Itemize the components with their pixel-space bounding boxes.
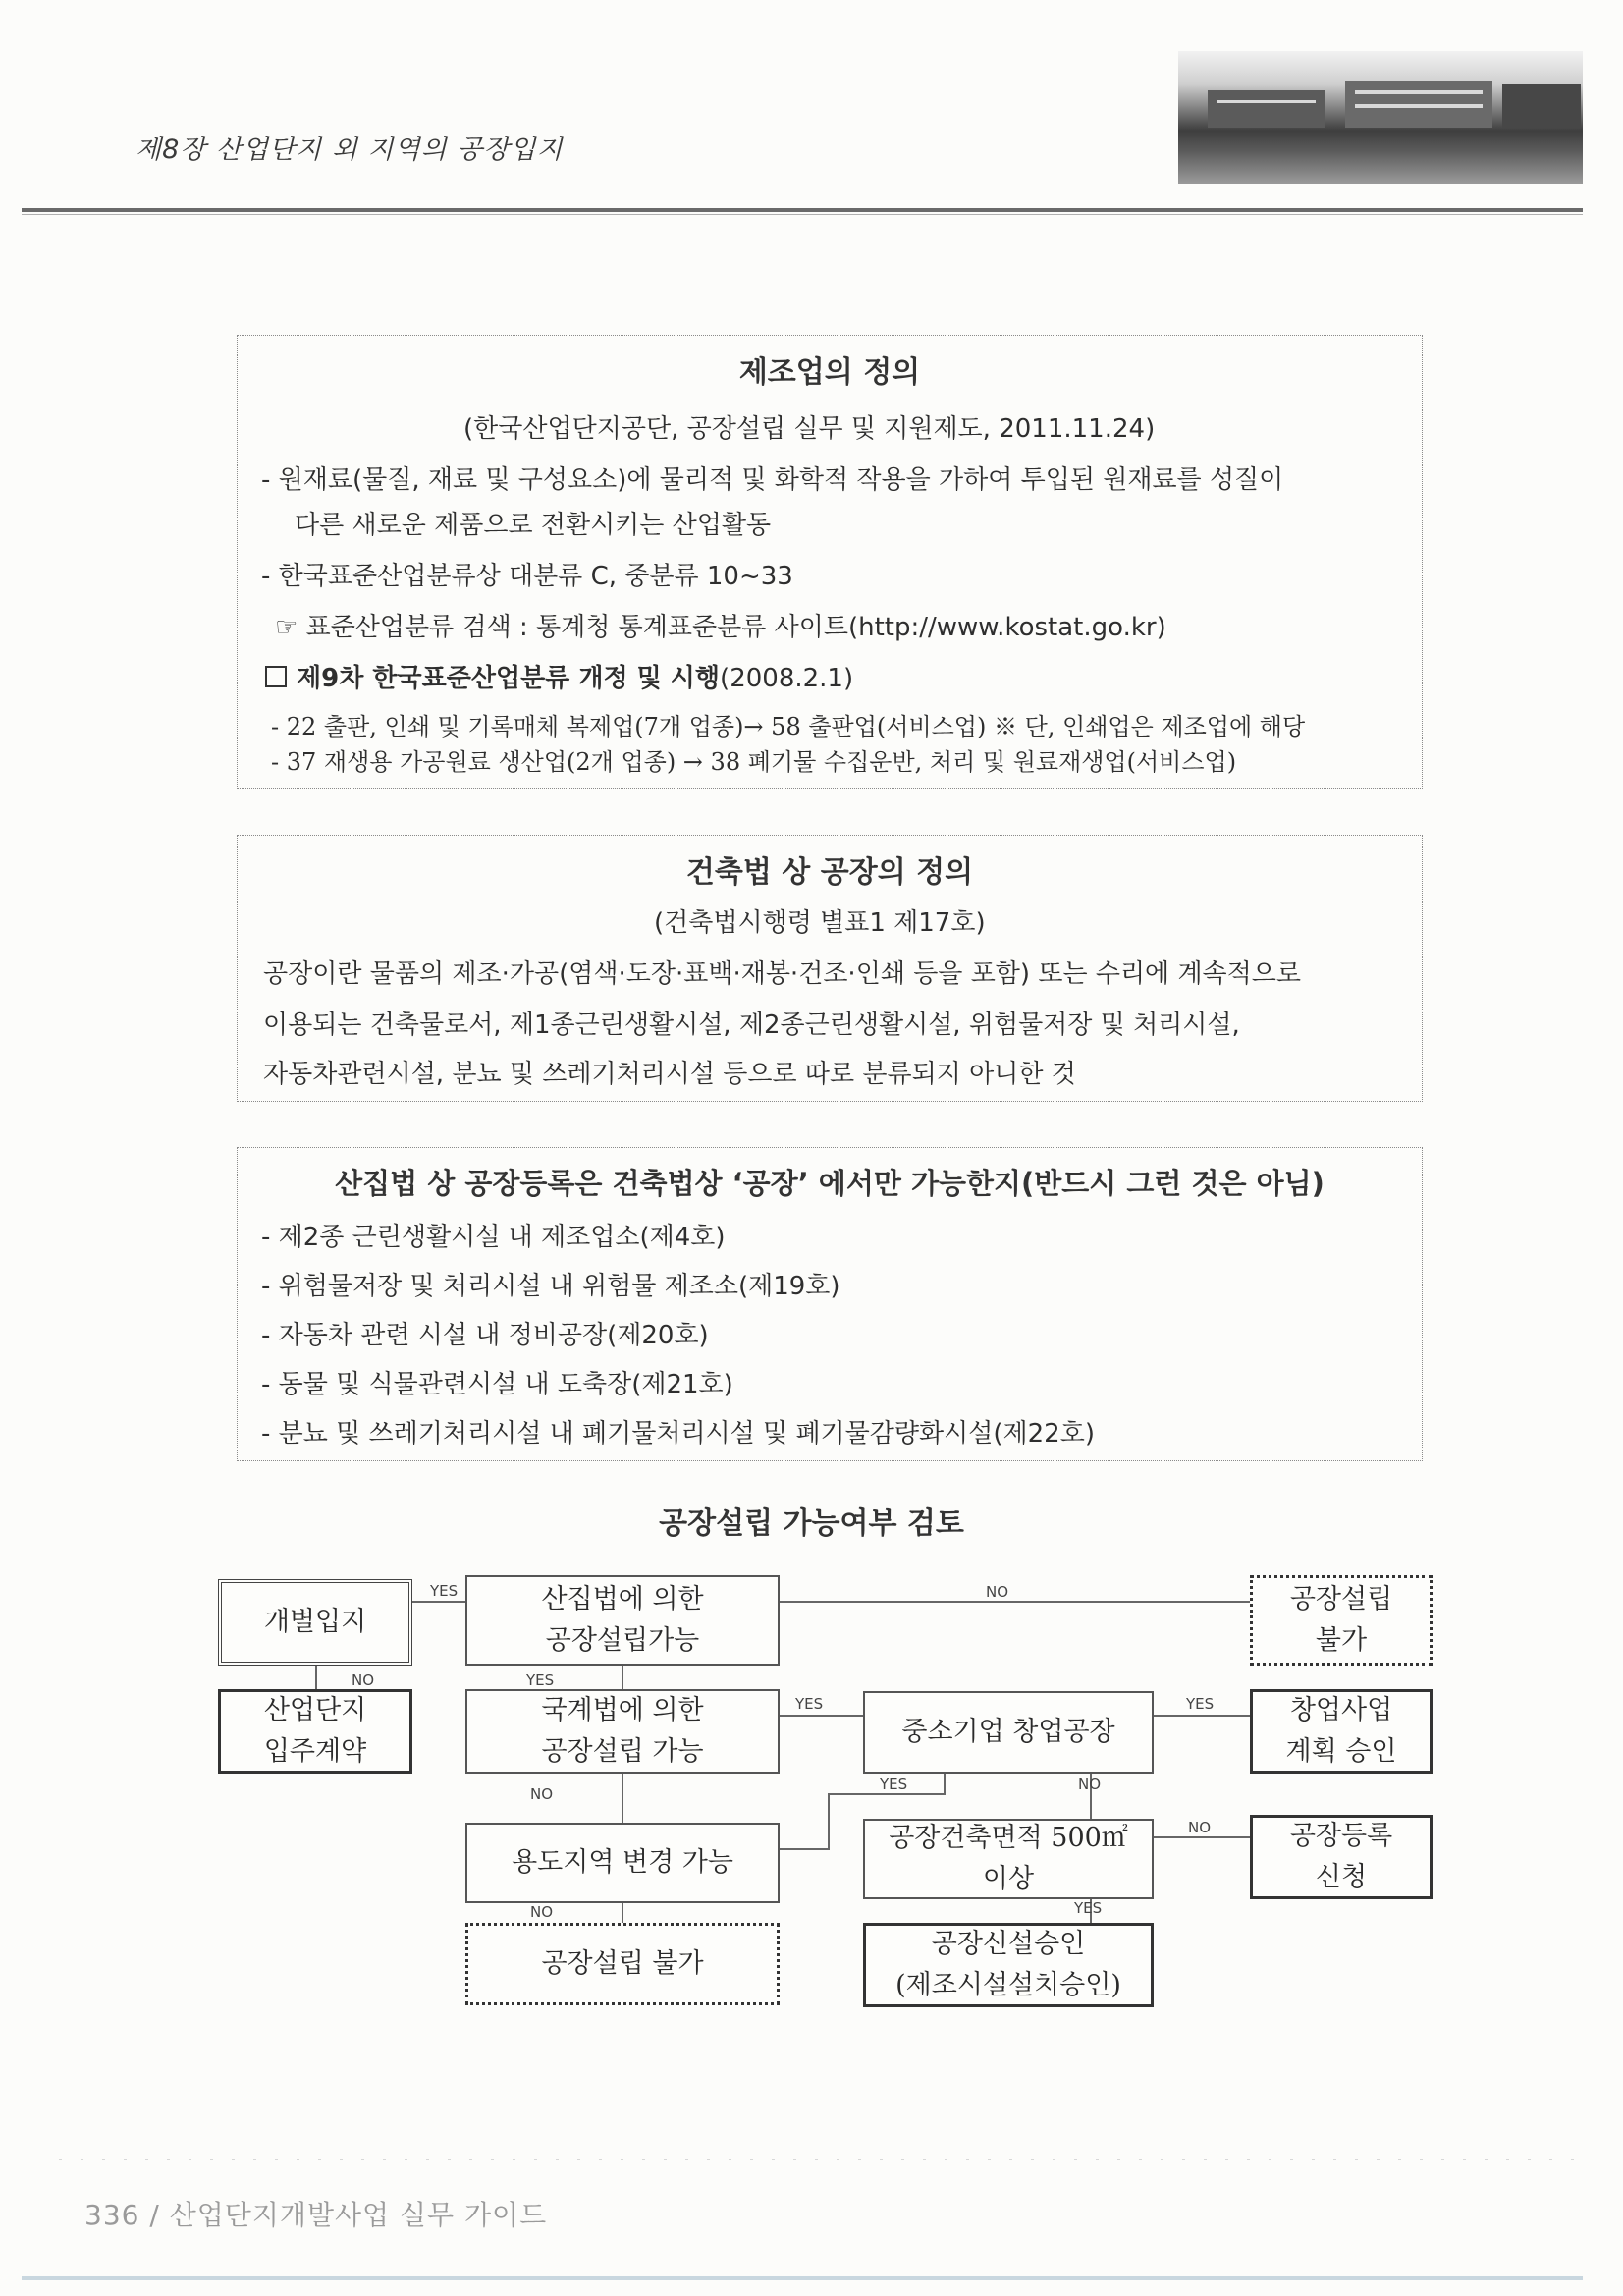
- connector-line: [828, 1793, 830, 1850]
- flowchart-title: 공장설립 가능여부 검토: [659, 1506, 964, 1541]
- node-text: 입주계약: [263, 1736, 367, 1767]
- area-500-node: [863, 1819, 1154, 1899]
- yes-label: YES: [526, 1671, 555, 1689]
- complex-contract-node: [218, 1689, 412, 1774]
- sme-startup-node: [863, 1691, 1154, 1774]
- node-text: 산집법에 의한: [541, 1584, 704, 1615]
- box1-line1: - 원재료(물질, 재료 및 구성요소)에 물리적 및 화학적 작용을 가하여 투입된 원재료를 성질이: [261, 465, 1284, 495]
- node-text: 신청: [1315, 1862, 1368, 1892]
- individual-site-node: [218, 1579, 412, 1666]
- node-text: 용도지역 변경 가능: [512, 1847, 733, 1879]
- sanjip-possible-node: [465, 1575, 780, 1666]
- box1-title: 제조업의 정의: [738, 355, 921, 390]
- footer: [84, 2194, 547, 2233]
- node-text: 개별입지: [263, 1607, 367, 1638]
- gukgye-possible-node: [465, 1689, 780, 1774]
- header-rule: [22, 208, 1583, 212]
- node-text: 공장설립가능: [545, 1625, 700, 1656]
- connector-line: [622, 1901, 623, 1923]
- footer-rule: [22, 2276, 1583, 2280]
- registration-node: [1250, 1815, 1433, 1899]
- node-text: 공장신설승인: [931, 1929, 1086, 1960]
- node-text: 불가: [1315, 1625, 1368, 1656]
- no-label: NO: [1188, 1819, 1212, 1836]
- box3-title: 산집법 상 공장등록은 건축법상 ‘공장’ 에서만 가능한지(반드시 그런 것은 아님): [335, 1167, 1325, 1200]
- connector-line: [779, 1601, 1250, 1603]
- box3-item: - 분뇨 및 쓰레기처리시설 내 폐기물처리시설 및 폐기물감량화시설(제22호): [261, 1419, 1095, 1449]
- box1-subheading-bold: 제9차 한국표준산업분류 개정 및 시행: [297, 664, 721, 693]
- box1-line3: ☞ 표준산업분류 검색 : 통계청 통계표준분류 사이트(http://www.kostat.go.kr): [275, 613, 1166, 642]
- node-text: (제조시설설치승인): [895, 1970, 1121, 2000]
- book-title: 산업단지개발사업 실무 가이드: [169, 2199, 548, 2231]
- node-text: 계획 승인: [1285, 1736, 1397, 1767]
- yes-label: YES: [1074, 1899, 1103, 1917]
- connector-line: [944, 1772, 946, 1795]
- connector-line: [779, 1848, 830, 1850]
- no-label: NO: [530, 1785, 554, 1803]
- chapter-title: 제8장 산업단지 외 지역의 공장입지: [135, 135, 564, 165]
- box2-line3: 자동차관련시설, 분뇨 및 쓰레기처리시설 등으로 따로 분류되지 아니한 것: [263, 1060, 1076, 1089]
- box2-source: (건축법시행령 별표1 제17호): [654, 908, 986, 938]
- footer-separator: /: [149, 2199, 170, 2231]
- box1-subheading-date: (2008.2.1): [720, 664, 854, 693]
- box1-line1b: 다른 새로운 제품으로 전환시키는 산업활동: [295, 511, 772, 540]
- box2-line1: 공장이란 물품의 제조·가공(염색·도장·표백·재봉·건조·인쇄 등을 포함) 또는 수리에 계속적으로: [263, 959, 1302, 989]
- zoning-change-node: [465, 1823, 780, 1903]
- factory-registration-box: [237, 1147, 1423, 1461]
- node-text: 공장등록: [1289, 1821, 1393, 1852]
- node-text: 공장설립 불가: [541, 1948, 704, 1980]
- footer-dots: [59, 2159, 1581, 2160]
- node-text: 공장설립: [1289, 1584, 1393, 1615]
- header-photo-image: [1178, 51, 1583, 184]
- yes-label: YES: [795, 1695, 824, 1713]
- node-text: 산업단지: [263, 1695, 367, 1726]
- page-number: 336: [84, 2199, 140, 2231]
- node-text: 중소기업 창업공장: [901, 1717, 1115, 1748]
- box2-line2: 이용되는 건축물로서, 제1종근린생활시설, 제2종근린생활시설, 위험물저장 및 처리시설,: [263, 1011, 1240, 1040]
- box3-item: - 제2종 근린생활시설 내 제조업소(제4호): [261, 1223, 726, 1252]
- checkbox-square-icon: [265, 666, 287, 687]
- no-label: NO: [986, 1583, 1009, 1601]
- header-rule-thin: [22, 214, 1583, 215]
- not-possible-top-node: [1250, 1575, 1433, 1666]
- node-text: 창업사업: [1289, 1695, 1393, 1726]
- connector-line: [1153, 1715, 1251, 1717]
- box1-sub2: - 37 재생용 가공원료 생산업(2개 업종) → 38 폐기물 수집운반, 처리 및 원료재생업(서비스업): [271, 748, 1237, 776]
- no-label: NO: [352, 1671, 375, 1689]
- node-text: 국계법에 의한: [541, 1695, 704, 1726]
- connector-line: [779, 1715, 863, 1717]
- box1-source: (한국산업단지공단, 공장설립 실무 및 지원제도, 2011.11.24): [463, 414, 1156, 444]
- connector-line: [828, 1793, 946, 1795]
- yes-label: YES: [1186, 1695, 1215, 1713]
- connector-line: [622, 1772, 623, 1823]
- no-label: NO: [530, 1903, 554, 1921]
- connector-line: [1153, 1836, 1251, 1838]
- connector-line: [315, 1665, 317, 1691]
- no-label: NO: [1078, 1776, 1102, 1793]
- not-possible-bottom-node: [465, 1923, 780, 2005]
- node-text: 공장건축면적 500㎡: [889, 1823, 1128, 1854]
- yes-label: YES: [880, 1776, 908, 1793]
- node-text: 이상: [982, 1864, 1035, 1894]
- box1-line2: - 한국표준산업분류상 대분류 C, 중분류 10~33: [261, 562, 793, 591]
- yes-label: YES: [430, 1582, 459, 1600]
- box2-title: 건축법 상 공장의 정의: [685, 855, 974, 890]
- box3-item: - 위험물저장 및 처리시설 내 위험물 제조소(제19호): [261, 1272, 840, 1301]
- box1-sub1: - 22 출판, 인쇄 및 기록매체 복제업(7개 업종)→ 58 출판업(서비스업) ※ 단, 인쇄업은 제조업에 해당: [271, 713, 1306, 740]
- box3-item: - 동물 및 식물관련시설 내 도축장(제21호): [261, 1370, 733, 1399]
- box1-subheading: [265, 658, 853, 694]
- new-approval-node: [863, 1923, 1154, 2007]
- connector-line: [622, 1665, 623, 1691]
- node-text: 공장설립 가능: [541, 1736, 704, 1767]
- box3-item: - 자동차 관련 시설 내 정비공장(제20호): [261, 1321, 709, 1350]
- manufacturing-definition-box: [237, 335, 1423, 789]
- building-act-factory-box: [237, 835, 1423, 1102]
- connector-line: [412, 1601, 465, 1603]
- startup-plan-node: [1250, 1689, 1433, 1774]
